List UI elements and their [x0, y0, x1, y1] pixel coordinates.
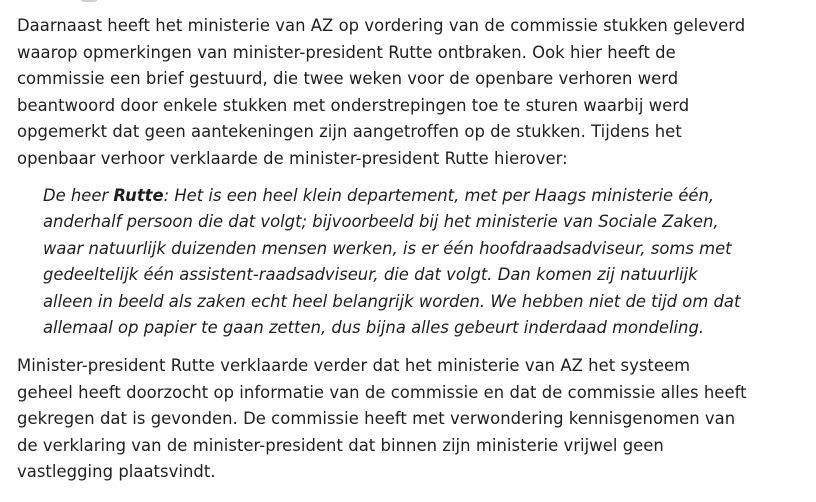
text-line: beantwoord door enkele stukken met onderstrepingen toe te sturen waarbij werd	[17, 95, 690, 115]
quote-first-line-text: : Het is een heel klein departement, met per Haags ministerie één,	[163, 186, 715, 205]
text-line: geheel heeft doorzocht op informatie van de commissie en dat de commissie alles heeft	[17, 382, 747, 402]
paragraph-intro	[17, 13, 816, 172]
quote-line: gedeeltelijk één assistent-raadsadviseur, die dat volgt. Dan komen zij natuurlijk	[43, 265, 698, 285]
text-line: gekregen dat is gevonden. De commissie heeft met verwondering kennisgenomen van	[17, 409, 736, 428]
text-line: waarop opmerkingen van minister-president Rutte ontbraken. Ook hier heeft de	[17, 42, 676, 62]
text-line: opgemerkt dat geen aantekeningen zijn aangetroffen op de stukken. Tijdens het	[17, 122, 682, 141]
text-line: vastlegging plaatsvindt.	[17, 462, 216, 481]
testimony-quote	[43, 183, 813, 341]
text-line: Minister-president Rutte verklaarde verder dat het ministerie van AZ het systeem	[17, 356, 691, 375]
speaker-prefix: De heer	[43, 186, 114, 205]
text-line: Daarnaast heeft het ministerie van AZ op vordering van de commissie stukken geleverd	[17, 16, 746, 35]
cropped-element-above	[80, 0, 98, 2]
paragraph-conclusion	[17, 353, 816, 486]
text-line: openbaar verhoor verklaarde de minister-president Rutte hierover:	[17, 148, 568, 168]
quote-first-line	[43, 183, 813, 209]
quote-line: allemaal op papier te gaan zetten, dus bijna alles gebeurt inderdaad mondeling.	[43, 318, 705, 338]
text-line: commissie een brief gestuurd, die twee weken voor de openbare verhoren werd	[17, 69, 679, 88]
text-line: de verklaring van de minister-president dat binnen zijn ministerie vrijwel geen	[17, 435, 664, 455]
quote-line: anderhalf persoon die dat volgt; bijvoorbeeld bij het ministerie van Sociale Zaken,	[43, 212, 719, 232]
quote-line: alleen in beeld als zaken echt heel belangrijk worden. We hebben niet de tijd om dat	[43, 291, 741, 311]
quote-line: waar natuurlijk duizenden mensen werken, is er één hoofdraadsadviseur, soms met	[43, 238, 732, 258]
speaker-name: Rutte	[113, 186, 164, 205]
